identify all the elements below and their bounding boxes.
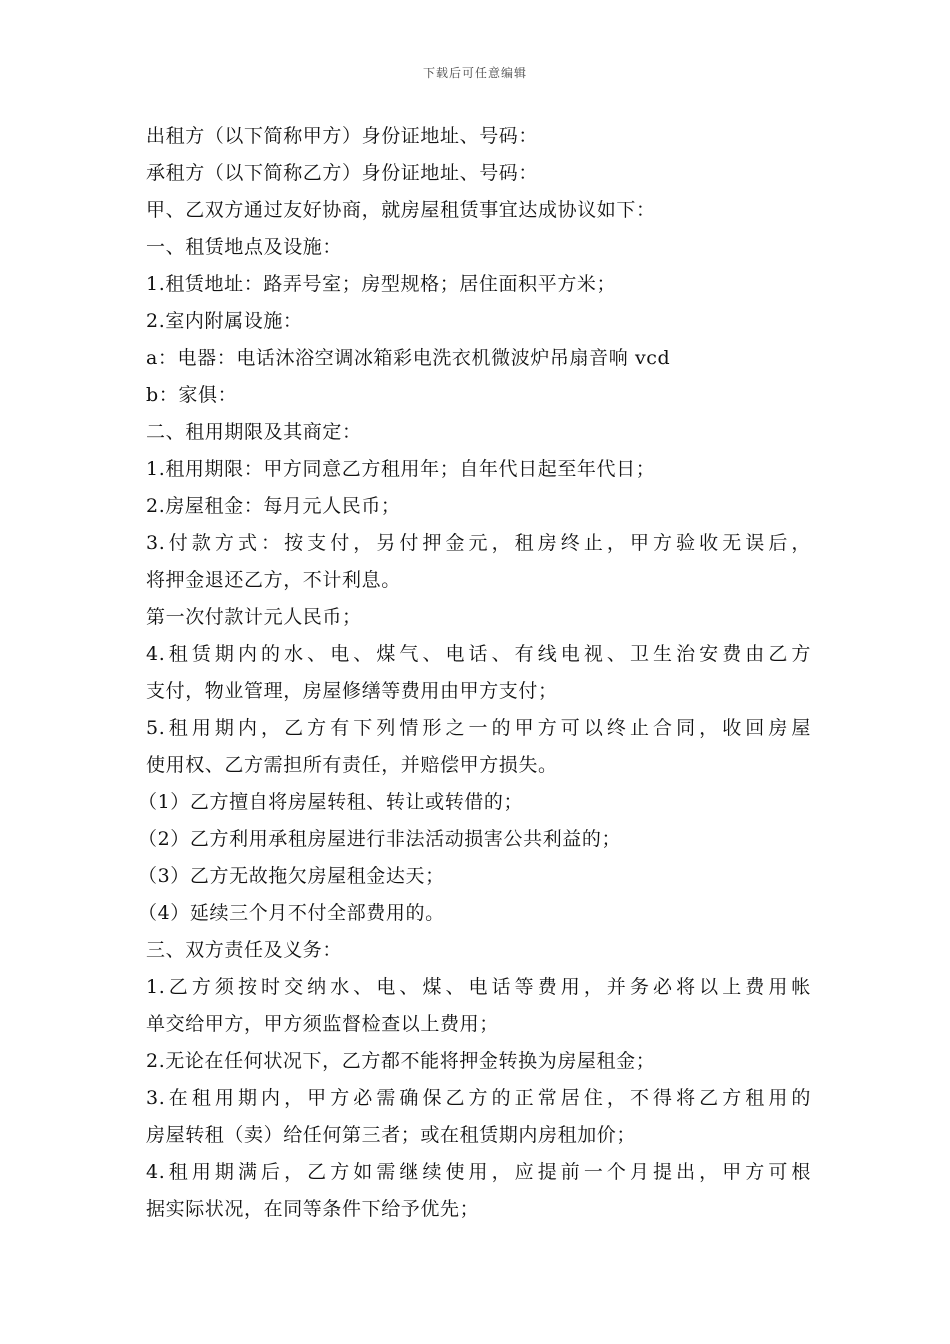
paragraph-line: 出租方（以下简称甲方）身份证地址、号码： bbox=[146, 125, 539, 147]
contract-body bbox=[138, 118, 811, 1228]
list-item: （1）乙方擅自将房屋转租、转让或转借的； bbox=[138, 791, 524, 813]
section-heading: 二、租用期限及其商定： bbox=[146, 421, 362, 443]
paragraph-line: 3.在租用期内，甲方必需确保乙方的正常居住，不得将乙方租用的 bbox=[146, 1087, 811, 1109]
paragraph-line: 5.租用期内，乙方有下列情形之一的甲方可以终止合同，收回房屋 bbox=[146, 717, 811, 739]
paragraph-line: b：家俱： bbox=[146, 384, 238, 406]
paragraph-line: 1.租用期限：甲方同意乙方租用年；自年代日起至年代日； bbox=[146, 458, 656, 480]
paragraph-line: 1.乙方须按时交纳水、电、煤、电话等费用，并务必将以上费用帐 bbox=[146, 976, 811, 998]
paragraph-line: 2.室内附属设施： bbox=[146, 310, 303, 332]
paragraph-line: 将押金退还乙方，不计利息。 bbox=[146, 569, 401, 591]
list-item: （2）乙方利用承租房屋进行非法活动损害公共利益的； bbox=[138, 828, 622, 850]
paragraph-line: 3.付款方式：按支付，另付押金元，租房终止，甲方验收无误后， bbox=[146, 532, 811, 554]
page-header: 下载后可任意编辑 bbox=[422, 66, 527, 80]
paragraph-line: 使用权、乙方需担所有责任，并赔偿甲方损失。 bbox=[146, 754, 558, 776]
section-heading: 一、租赁地点及设施： bbox=[146, 236, 343, 258]
paragraph-line: 甲、乙双方通过友好协商，就房屋租赁事宜达成协议如下： bbox=[146, 199, 656, 221]
list-item: （3）乙方无故拖欠房屋租金达天； bbox=[138, 865, 445, 887]
list-item: （4）延续三个月不付全部费用的。 bbox=[138, 902, 445, 924]
paragraph-line: 2.无论在任何状况下，乙方都不能将押金转换为房屋租金； bbox=[146, 1050, 656, 1072]
paragraph-line: 第一次付款计元人民币； bbox=[146, 606, 362, 628]
paragraph-line: 支付，物业管理，房屋修缮等费用由甲方支付； bbox=[146, 680, 558, 702]
paragraph-line: 据实际状况，在同等条件下给予优先； bbox=[146, 1198, 480, 1220]
paragraph-line: 4.租赁期内的水、电、煤气、电话、有线电视、卫生治安费由乙方 bbox=[146, 643, 811, 665]
paragraph-line: 承租方（以下简称乙方）身份证地址、号码： bbox=[146, 162, 539, 184]
paragraph-line: 1.租赁地址：路弄号室；房型规格；居住面积平方米； bbox=[146, 273, 617, 295]
section-heading: 三、双方责任及义务： bbox=[146, 939, 343, 961]
paragraph-line: 单交给甲方，甲方须监督检查以上费用； bbox=[146, 1013, 499, 1035]
paragraph-line: 4.租用期满后，乙方如需继续使用，应提前一个月提出，甲方可根 bbox=[146, 1161, 811, 1183]
paragraph-line: a：电器：电话沐浴空调冰箱彩电洗衣机微波炉吊扇音响 vcd bbox=[146, 347, 671, 369]
paragraph-line: 房屋转租（卖）给任何第三者；或在租赁期内房租加价； bbox=[146, 1124, 637, 1146]
paragraph-line: 2.房屋租金：每月元人民币； bbox=[146, 495, 401, 517]
